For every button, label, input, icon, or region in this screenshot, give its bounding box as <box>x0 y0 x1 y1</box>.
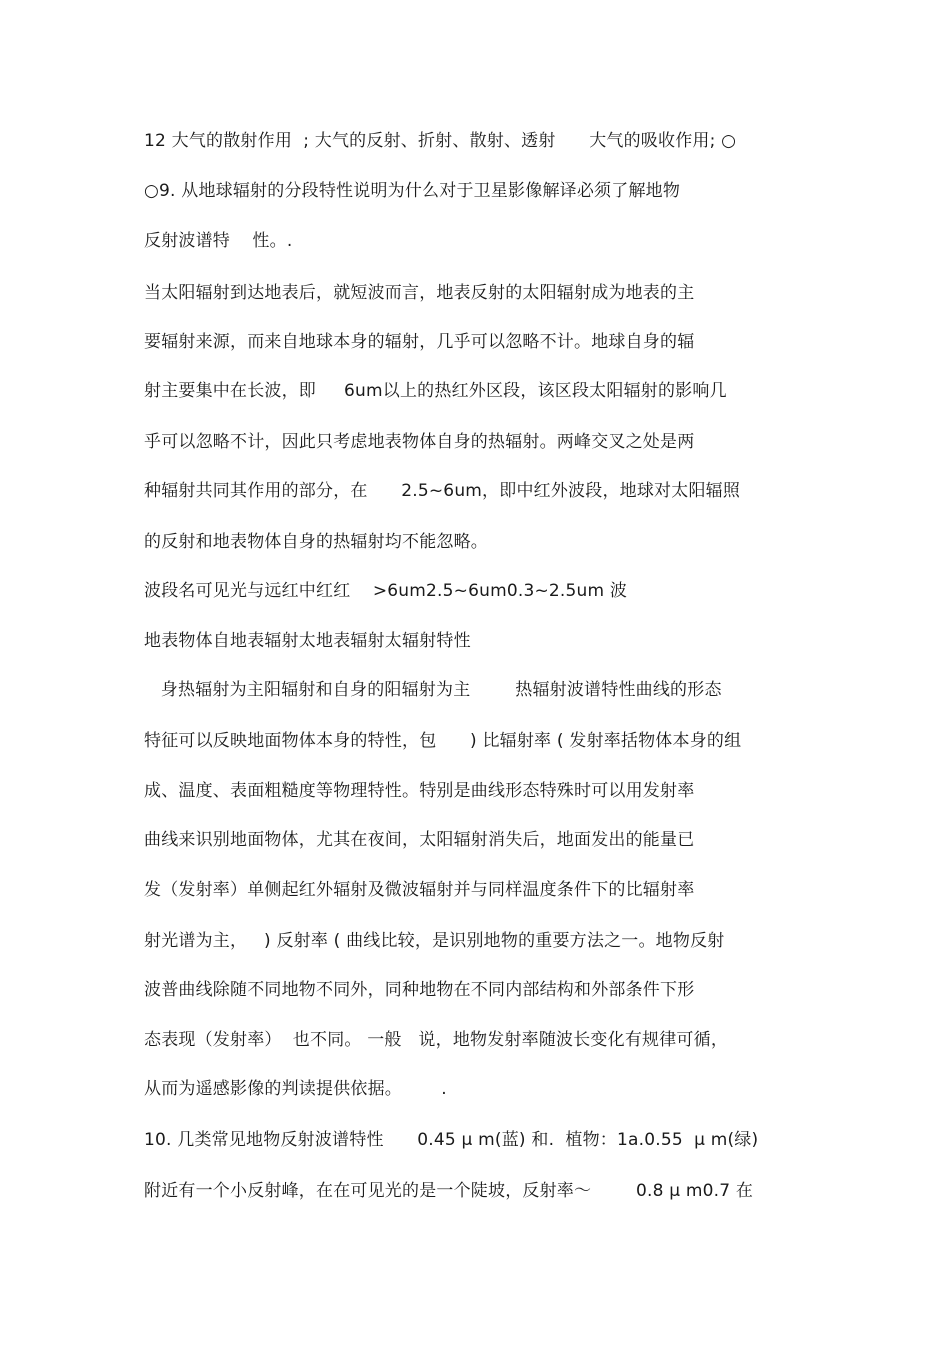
text-line: 射主要集中在长波，即 6um以上的热红外区段，该区段太阳辐射的影响几 <box>144 381 727 401</box>
text-line: 要辐射来源，而来自地球本身的辐射，几乎可以忽略不计。地球自身的辐 <box>144 332 695 352</box>
text-line: 当太阳辐射到达地表后，就短波而言，地表反射的太阳辐射成为地表的主 <box>144 283 695 303</box>
text-line: 波普曲线除随不同地物不同外，同种地物在不同内部结构和外部条件下形 <box>144 980 695 1000</box>
text-line: 种辐射共同其作用的部分，在 2.5~6um，即中红外波段，地球对太阳辐照 <box>144 481 741 501</box>
text-line: 的反射和地表物体自身的热辐射均不能忽略。 <box>144 532 488 552</box>
text-line: 曲线来识别地面物体，尤其在夜间，太阳辐射消失后，地面发出的能量已 <box>144 830 695 850</box>
text-line: 附近有一个小反射峰，在在可见光的是一个陡坡，反射率～ 0.8 μ m0.7 在 <box>144 1181 754 1201</box>
text-line: 反射波谱特 性。. <box>144 231 293 251</box>
text-line: 12 大气的散射作用 ; 大气的反射、折射、散射、透射 大气的吸收作用; ○ <box>144 131 737 151</box>
text-line: 特征可以反映地面物体本身的特性，包 ) 比辐射率 ( 发射率括物体本身的组 <box>144 731 742 751</box>
text-line: 身热辐射为主阳辐射和自身的阳辐射为主 热辐射波谱特性曲线的形态 <box>144 680 722 700</box>
text-line: 波段名可见光与远红中红红 >6um2.5~6um0.3~2.5um 波 <box>144 581 628 601</box>
text-line: 态表现（发射率） 也不同。 一般 说，地物发射率随波长变化有规律可循， <box>144 1030 729 1050</box>
text-line: 成、温度、表面粗糙度等物理特性。特别是曲线形态特殊时可以用发射率 <box>144 781 695 801</box>
text-line: 射光谱为主， ) 反射率 ( 曲线比较，是识别地物的重要方法之一。地物反射 <box>144 931 725 951</box>
text-line: 乎可以忽略不计，因此只考虑地表物体自身的热辐射。两峰交叉之处是两 <box>144 432 695 452</box>
text-line: 10. 几类常见地物反射波谱特性 0.45 μ m(蓝) 和. 植物：1a.0.55 μ m(绿) <box>144 1130 759 1150</box>
text-line: 从而为遥感影像的判读提供依据。 . <box>144 1079 447 1099</box>
text-line: 地表物体自地表辐射太地表辐射太辐射特性 <box>144 631 471 651</box>
text-line: 发（发射率）单侧起红外辐射及微波辐射并与同样温度条件下的比辐射率 <box>144 880 695 900</box>
text-line: ○9. 从地球辐射的分段特性说明为什么对于卫星影像解译必须了解地物 <box>144 181 681 201</box>
